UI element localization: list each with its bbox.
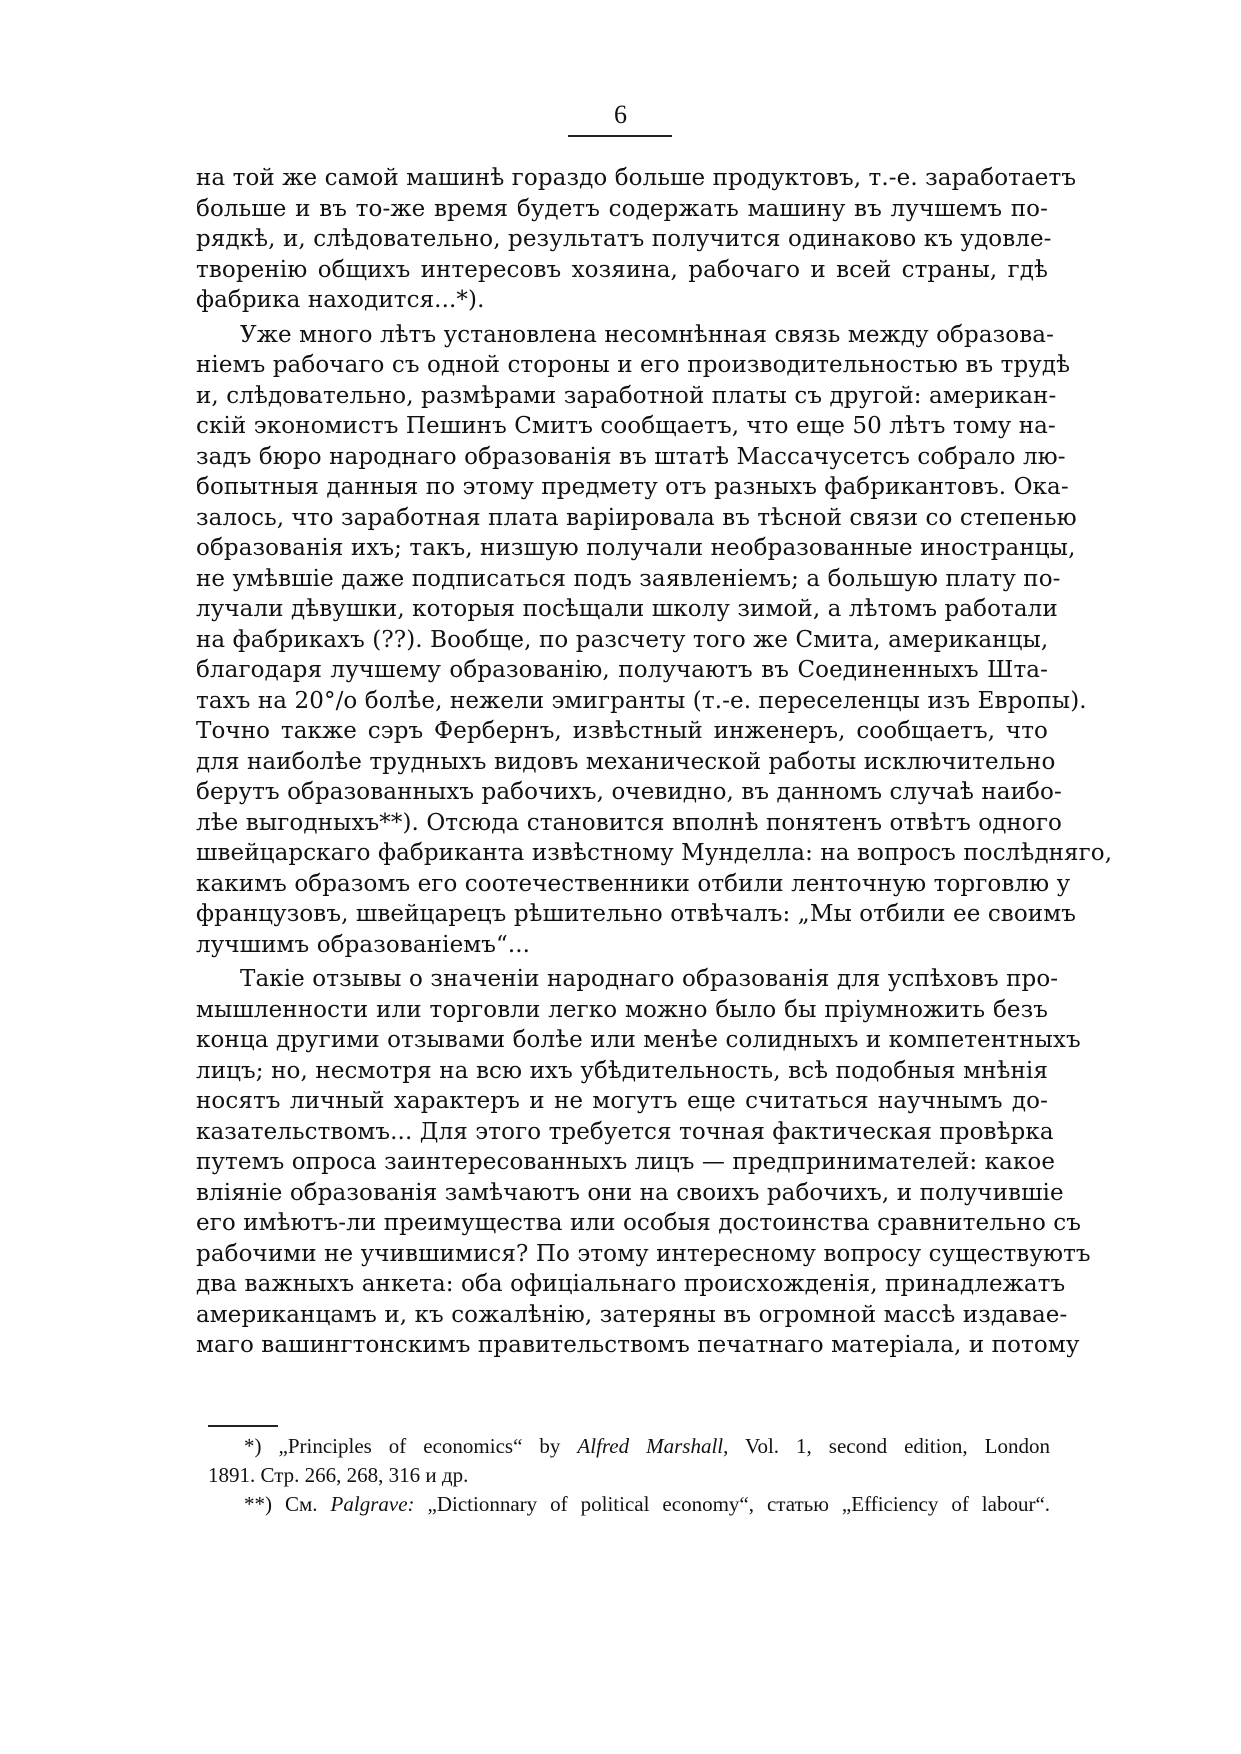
text-line: Такіе отзывы о значеніи народнаго образованія для успѣховъ про-: [240, 966, 1059, 992]
text-line: мышленности или торговли легко можно было бы пріумножить безъ: [196, 996, 1048, 1023]
text-line: два важныхъ анкета: оба офиціальнаго происхожденія, принадлежатъ: [196, 1271, 1066, 1297]
text-line: рабочими не учившимися? По этому интересному вопросу существуютъ: [196, 1240, 1091, 1267]
footnote-1-post: Vol. 1, second edition, London: [745, 1434, 1051, 1458]
text-line: бопытныя данныя по этому предмету отъ разныхъ фабрикантовъ. Ока-: [196, 474, 1069, 500]
body-text: [196, 163, 1113, 1361]
footnote-2-line-1: [208, 1490, 1050, 1519]
footnote-1-line-1: [208, 1432, 1050, 1461]
text-line: вліяніе образованія замѣчаютъ они на своихъ рабочихъ, и получившіе: [196, 1179, 1064, 1206]
footnote-1-marker: *): [244, 1434, 262, 1458]
text-line: и, слѣдовательно, размѣрами заработной платы съ другой: американ-: [196, 382, 1057, 409]
text-line: фабрика находится...*).: [196, 287, 485, 313]
text-line: французовъ, швейцарецъ рѣшительно отвѣчалъ: „Мы отбили ее своимъ: [196, 901, 1076, 927]
footnote-2-marker: **): [244, 1492, 272, 1516]
text-line: лучали дѣвушки, которыя посѣщали школу зимой, а лѣтомъ работали: [196, 596, 1058, 622]
text-line: его имѣютъ-ли преимущества или особыя достоинства сравнительно съ: [196, 1210, 1082, 1236]
page-number: 6: [614, 100, 627, 129]
text-line: тахъ на 20°/о болѣе, нежели эмигранты (т.-е. переселенцы изъ Европы).: [196, 687, 1087, 714]
paragraph-1: [196, 163, 1077, 316]
footnote-2-author: Palgrave:: [330, 1492, 415, 1516]
text-line: для наиболѣе трудныхъ видовъ механической работы исключительно: [196, 748, 1056, 775]
text-line: рядкѣ, и, слѣдовательно, результатъ получится одинаково къ удовле-: [196, 226, 1052, 252]
footnote-1-line-2: [208, 1461, 1050, 1490]
text-line: швейцарскаго фабриканта извѣстному Мунделла: на вопросъ послѣдняго,: [196, 840, 1113, 866]
text-line: образованія ихъ; такъ, низшую получали необразованные иностранцы,: [196, 535, 1076, 561]
header-rule: [568, 135, 672, 137]
paragraph-3: [196, 964, 1091, 1361]
text-line: маго вашингтонскимъ правительствомъ печатнаго матеріала, и потому: [196, 1332, 1080, 1358]
text-line: конца другими отзывами болѣе или менѣе солидныхъ и компетентныхъ: [196, 1027, 1081, 1053]
text-line: скій экономистъ Пешинъ Смитъ сообщаетъ, что еще 50 лѣтъ тому на-: [196, 413, 1056, 439]
text-line: задъ бюро народнаго образованія въ штатѣ Массачусетсъ собрало лю-: [196, 443, 1066, 470]
paragraph-2: [196, 320, 1113, 961]
footnotes: [208, 1432, 1050, 1519]
text-line: на той же самой машинѣ гораздо больше продуктовъ, т.-е. заработаетъ: [196, 165, 1077, 191]
text-line: американцамъ и, къ сожалѣнію, затеряны въ огромной массѣ издавае-: [196, 1301, 1068, 1328]
text-line: какимъ образомъ его соотечественники отбили ленточную торговлю у: [196, 870, 1071, 897]
footnote-1-pages: 1891. Стр. 266, 268, 316 и др.: [208, 1463, 469, 1487]
text-line: Уже много лѣтъ установлена несомнѣнная связь между образова-: [240, 321, 1054, 348]
text-line: больше и въ то-же время будетъ содержать машину въ лучшемъ по-: [196, 195, 1048, 222]
text-line: Точно также сэръ Фербернъ, извѣстный инженеръ, сообщаетъ, что: [196, 718, 1048, 744]
text-line: лицъ; но, несмотря на всю ихъ убѣдительность, всѣ подобныя мнѣнія: [196, 1057, 1048, 1084]
text-line: на фабрикахъ (??). Вообще, по разсчету того же Смита, американцы,: [196, 626, 1049, 653]
text-line: путемъ опроса заинтересованныхъ лицъ — предпринимателей: какое: [196, 1149, 1056, 1175]
text-line: носятъ личный характеръ и не могутъ еще считаться научнымъ до-: [196, 1088, 1048, 1114]
footnote-2-pre: См.: [285, 1492, 318, 1516]
footnote-1-author: Alfred Marshall,: [577, 1434, 729, 1458]
text-line: творенію общихъ интересовъ хозяина, рабочаго и всей страны, гдѣ: [196, 256, 1048, 283]
footnote-2-post: „Dictionnary of political economy“, статью „Efficiency of labour“.: [427, 1492, 1051, 1516]
text-line: берутъ образованныхъ рабочихъ, очевидно, въ данномъ случаѣ наибо-: [196, 779, 1062, 805]
text-line: казательствомъ... Для этого требуется точная фактическая провѣрка: [196, 1118, 1054, 1145]
footnote-rule: [208, 1425, 278, 1427]
text-line: не умѣвшіе даже подписаться подъ заявленіемъ; а большую плату по-: [196, 565, 1061, 592]
text-line: ніемъ рабочаго съ одной стороны и его производительностью въ трудѣ: [196, 352, 1071, 378]
footnote-1-pre: „Principles of economics“ by: [278, 1434, 561, 1458]
text-line: лѣе выгодныхъ**). Отсюда становится вполнѣ понятенъ отвѣтъ одного: [196, 809, 1062, 836]
text-line: благодаря лучшему образованію, получаютъ въ Соединенныхъ Шта-: [196, 657, 1048, 683]
text-line: лучшимъ образованіемъ“...: [196, 931, 531, 958]
page-header: [0, 100, 1241, 130]
text-line: залось, что заработная плата варіировала въ тѣсной связи со степенью: [196, 504, 1077, 531]
